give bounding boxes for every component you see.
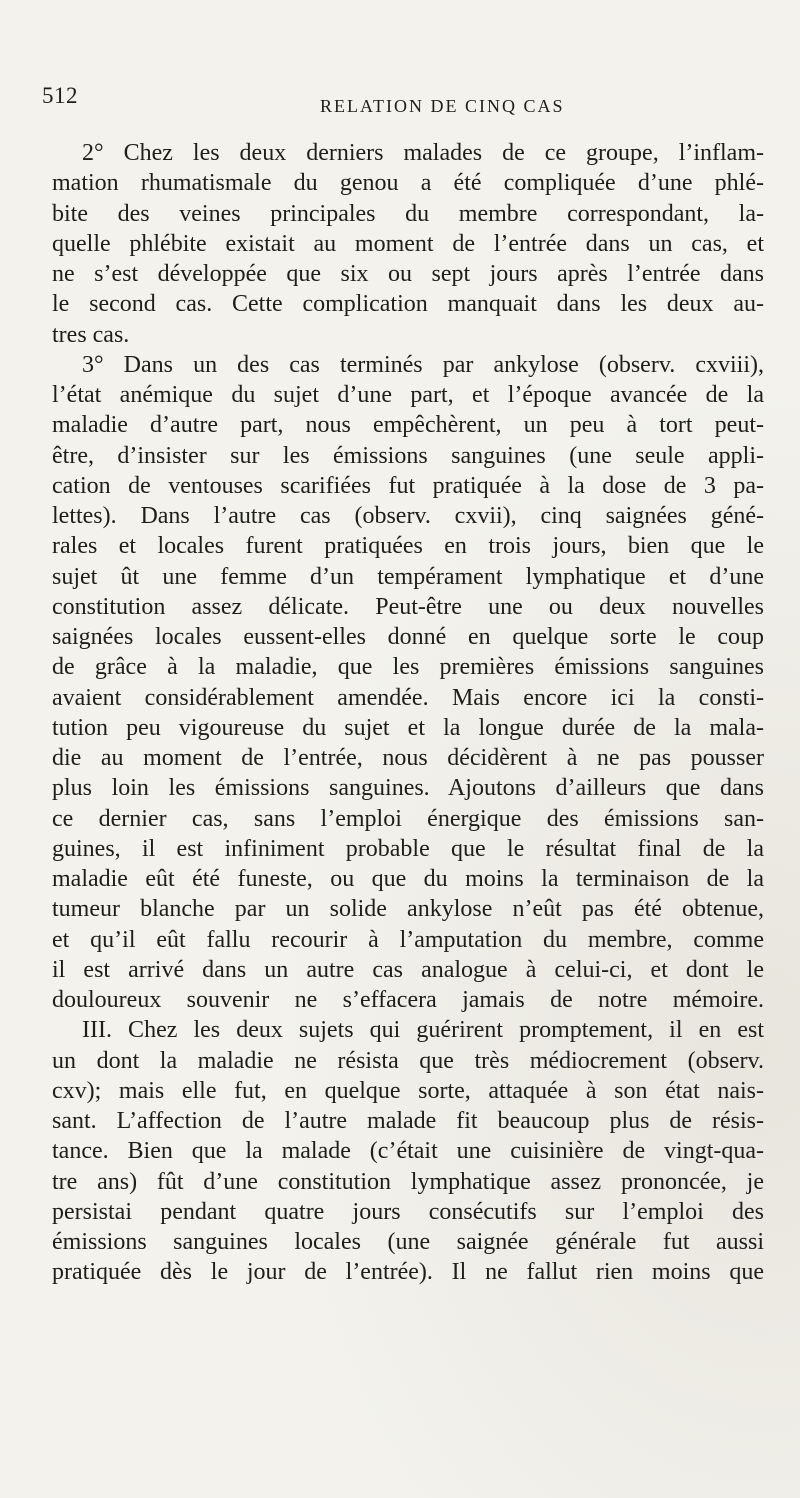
text-line: tution peu vigoureuse du sujet et la longue durée de la mala-	[52, 714, 764, 741]
text-line: tre ans) fût d’une constitution lymphatique assez prononcée, je	[52, 1168, 764, 1195]
text-line: rales et locales furent pratiquées en trois jours, bien que le	[52, 533, 764, 560]
running-head: RELATION DE CINQ CAS	[320, 96, 565, 116]
text-line: III. Chez les deux sujets qui guérirent promptement, il en est	[82, 1017, 764, 1044]
text-line: maladie eût été funeste, ou que du moins la terminaison de la	[52, 866, 764, 892]
text-line: quelle phlébite existait au moment de l’entrée dans un cas, et	[52, 230, 764, 257]
text-line: un dont la maladie ne résista que très médiocrement (observ.	[52, 1047, 764, 1074]
page-number: 512	[42, 83, 78, 108]
text-line: tumeur blanche par un solide ankylose n’eût pas été obtenue,	[52, 896, 764, 923]
text-line: et qu’il eût fallu recourir à l’amputation du membre, comme	[52, 926, 764, 953]
text-line: cation de ventouses scarifiées fut pratiquée à la dose de 3 pa-	[52, 472, 764, 499]
body-text	[52, 138, 764, 1288]
text-line: pratiquée dès le jour de l’entrée). Il ne fallut rien moins que	[52, 1259, 764, 1286]
text-line: plus loin les émissions sanguines. Ajoutons d’ailleurs que dans	[52, 775, 764, 802]
text-line: persistai pendant quatre jours consécutifs sur l’emploi des	[52, 1198, 764, 1225]
text-line: de grâce à la maladie, que les premières émissions sanguines	[52, 654, 764, 681]
text-line: lettes). Dans l’autre cas (observ. cxvii), cinq saignées géné-	[52, 503, 764, 529]
text-line: sant. L’affection de l’autre malade fit beaucoup plus de résis-	[52, 1108, 764, 1134]
text-line: tres cas.	[52, 321, 130, 348]
text-line: ne s’est développée que six ou sept jours après l’entrée dans	[52, 261, 764, 287]
text-line: sujet ût une femme d’un tempérament lymphatique et d’une	[52, 563, 764, 590]
text-line: le second cas. Cette complication manquait dans les deux au-	[52, 291, 764, 318]
text-line: émissions sanguines locales (une saignée générale fut aussi	[52, 1229, 764, 1255]
text-line: cxv); mais elle fut, en quelque sorte, attaquée à son état nais-	[52, 1077, 764, 1104]
text-line: 2° Chez les deux derniers malades de ce groupe, l’inflam-	[82, 140, 764, 166]
text-line: guines, il est infiniment probable que le résultat final de la	[52, 835, 764, 862]
text-line: être, d’insister sur les émissions sanguines (une seule appli-	[52, 442, 764, 469]
text-line: douloureux souvenir ne s’effacera jamais de notre mémoire.	[52, 987, 764, 1013]
text-line: die au moment de l’entrée, nous décidèrent à ne pas pousser	[52, 745, 764, 771]
text-line: avaient considérablement amendée. Mais encore ici la consti-	[52, 684, 764, 711]
text-line: constitution assez délicate. Peut-être une ou deux nouvelles	[52, 593, 764, 620]
text-line: maladie d’autre part, nous empêchèrent, un peu à tort peut-	[52, 412, 764, 439]
text-line: tance. Bien que la malade (c’était une cuisinière de vingt-qua-	[52, 1138, 764, 1165]
text-line: ce dernier cas, sans l’emploi énergique des émissions san-	[52, 805, 764, 832]
text-line: il est arrivé dans un autre cas analogue à celui-ci, et dont le	[52, 956, 764, 983]
text-line: mation rhumatismale du genou a été compliquée d’une phlé-	[52, 170, 764, 197]
text-line: 3° Dans un des cas terminés par ankylose (observ. cxviii),	[82, 351, 764, 378]
text-line: bite des veines principales du membre correspondant, la-	[52, 200, 764, 227]
text-line: saignées locales eussent-elles donné en quelque sorte le coup	[52, 624, 764, 650]
text-line: l’état anémique du sujet d’une part, et l’époque avancée de la	[52, 382, 764, 408]
